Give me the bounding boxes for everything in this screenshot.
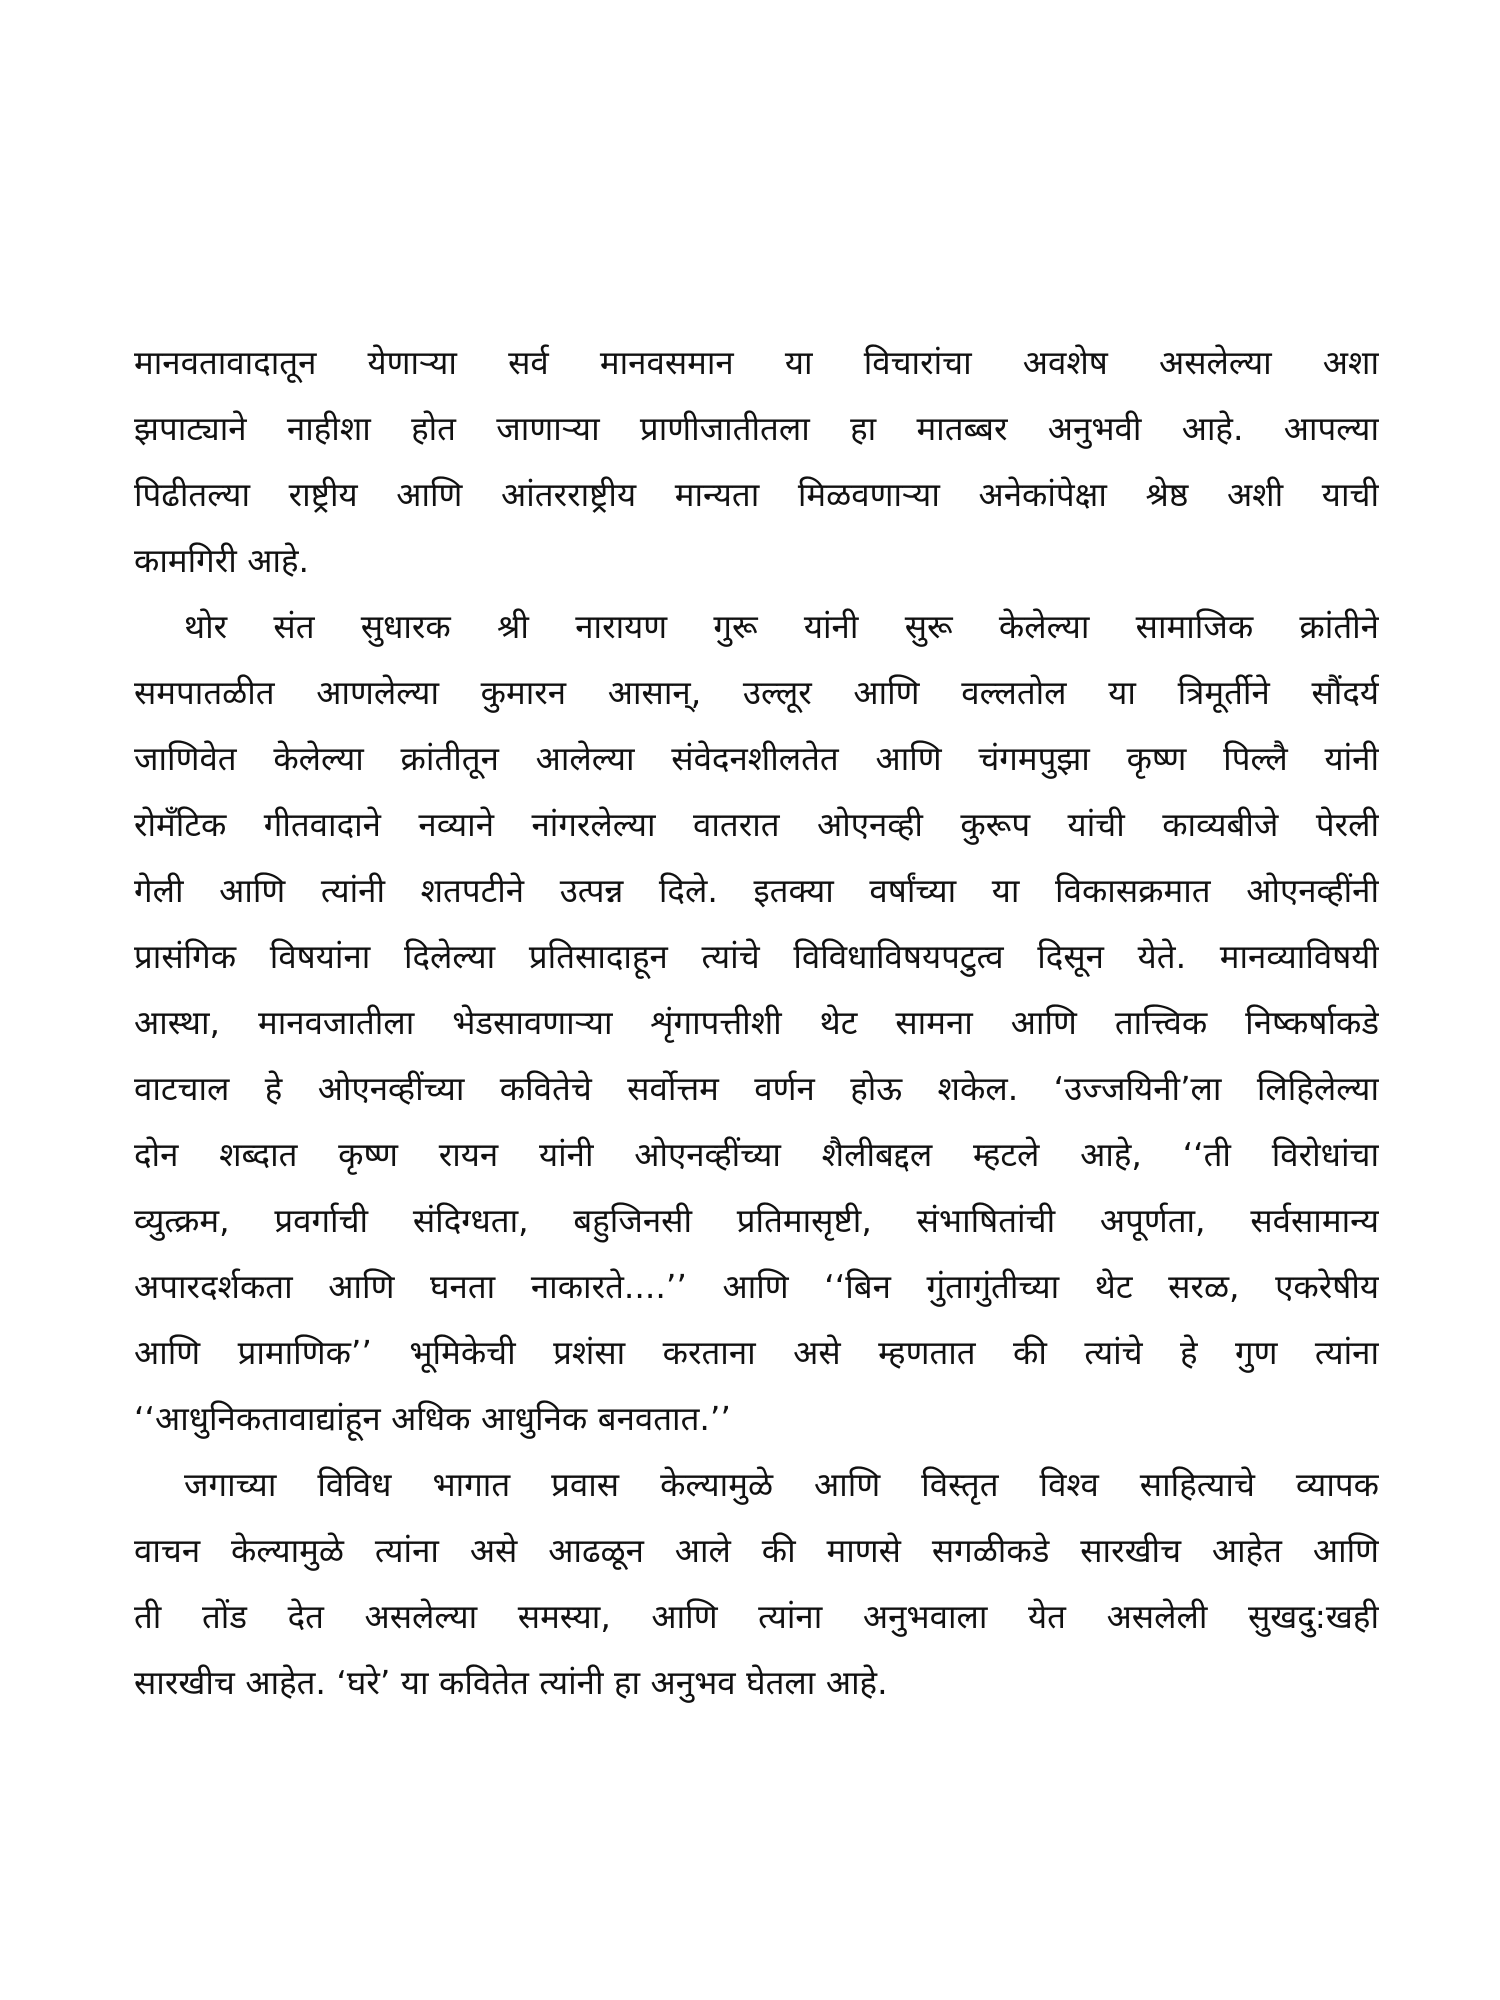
text-line: रोमँटिक गीतवादाने नव्याने नांगरलेल्या वातरात ओएनव्ही कुरूप यांची काव्यबीजे पेरली [134, 805, 1379, 844]
text-line: कामगिरी आहे. [134, 541, 310, 580]
text-line: वाचन केल्यामुळे त्यांना असे आढळून आले की माणसे सगळीकडे सारखीच आहेत आणि [134, 1531, 1379, 1570]
text-line: जगाच्या विविध भागात प्रवास केल्यामुळे आणि विस्तृत विश्व साहित्याचे व्यापक [184, 1465, 1379, 1504]
text-line: समपातळीत आणलेल्या कुमारन आसान्, उल्लूर आणि वल्लतोल या त्रिमूर्तीने सौंदर्य [134, 673, 1379, 712]
text-line: गेली आणि त्यांनी शतपटीने उत्पन्न दिले. इतक्या वर्षांच्या या विकासक्रमात ओएनव्हींनी [134, 871, 1379, 910]
text-line: प्रासंगिक विषयांना दिलेल्या प्रतिसादाहून त्यांचे विविधाविषयपटुत्व दिसून येते. मानव्याविषयी [134, 937, 1379, 976]
text-line: अपारदर्शकता आणि घनता नाकारते....’’ आणि ‘‘बिन गुंतागुंतीच्या थेट सरळ, एकरेषीय [134, 1267, 1379, 1306]
text-line: जाणिवेत केलेल्या क्रांतीतून आलेल्या संवेदनशीलतेत आणि चंगमपुझा कृष्ण पिल्लै यांनी [134, 739, 1379, 778]
text-line: मानवतावादातून येणाऱ्या सर्व मानवसमान या विचारांचा अवशेष असलेल्या अशा [134, 343, 1379, 382]
text-line: झपाट्याने नाहीशा होत जाणाऱ्या प्राणीजातीतला हा मातब्बर अनुभवी आहे. आपल्या [134, 409, 1379, 448]
text-line: थोर संत सुधारक श्री नारायण गुरू यांनी सुरू केलेल्या सामाजिक क्रांतीने [184, 607, 1379, 646]
text-line: दोन शब्दात कृष्ण रायन यांनी ओएनव्हींच्या शैलीबद्दल म्हटले आहे, ‘‘ती विरोधांचा [134, 1135, 1379, 1174]
text-line: वाटचाल हे ओएनव्हींच्या कवितेचे सर्वोत्तम वर्णन होऊ शकेल. ‘उज्जयिनी’ला लिहिलेल्या [134, 1069, 1379, 1108]
text-line: आणि प्रामाणिक’’ भूमिकेची प्रशंसा करताना असे म्हणतात की त्यांचे हे गुण त्यांना [134, 1333, 1379, 1372]
text-line: सारखीच आहेत. ‘घरे’ या कवितेत त्यांनी हा अनुभव घेतला आहे. [134, 1663, 888, 1702]
text-line: व्युत्क्रम, प्रवर्गाची संदिग्धता, बहुजिनसी प्रतिमासृष्टी, संभाषितांची अपूर्णता, सर्वसामान्य [134, 1201, 1379, 1240]
text-line: ती तोंड देत असलेल्या समस्या, आणि त्यांना अनुभवाला येत असलेली सुखदु:खही [134, 1597, 1379, 1636]
text-line: आस्था, मानवजातीला भेडसावणाऱ्या शृंगापत्तीशी थेट सामना आणि तात्त्विक निष्कर्षाकडे [134, 1003, 1379, 1042]
body-text [134, 330, 1379, 1716]
text-line: ‘‘आधुनिकतावाद्यांहून अधिक आधुनिक बनवतात.’’ [134, 1399, 731, 1438]
text-line: पिढीतल्या राष्ट्रीय आणि आंतरराष्ट्रीय मान्यता मिळवणाऱ्या अनेकांपेक्षा श्रेष्ठ अशी याची [134, 475, 1379, 514]
